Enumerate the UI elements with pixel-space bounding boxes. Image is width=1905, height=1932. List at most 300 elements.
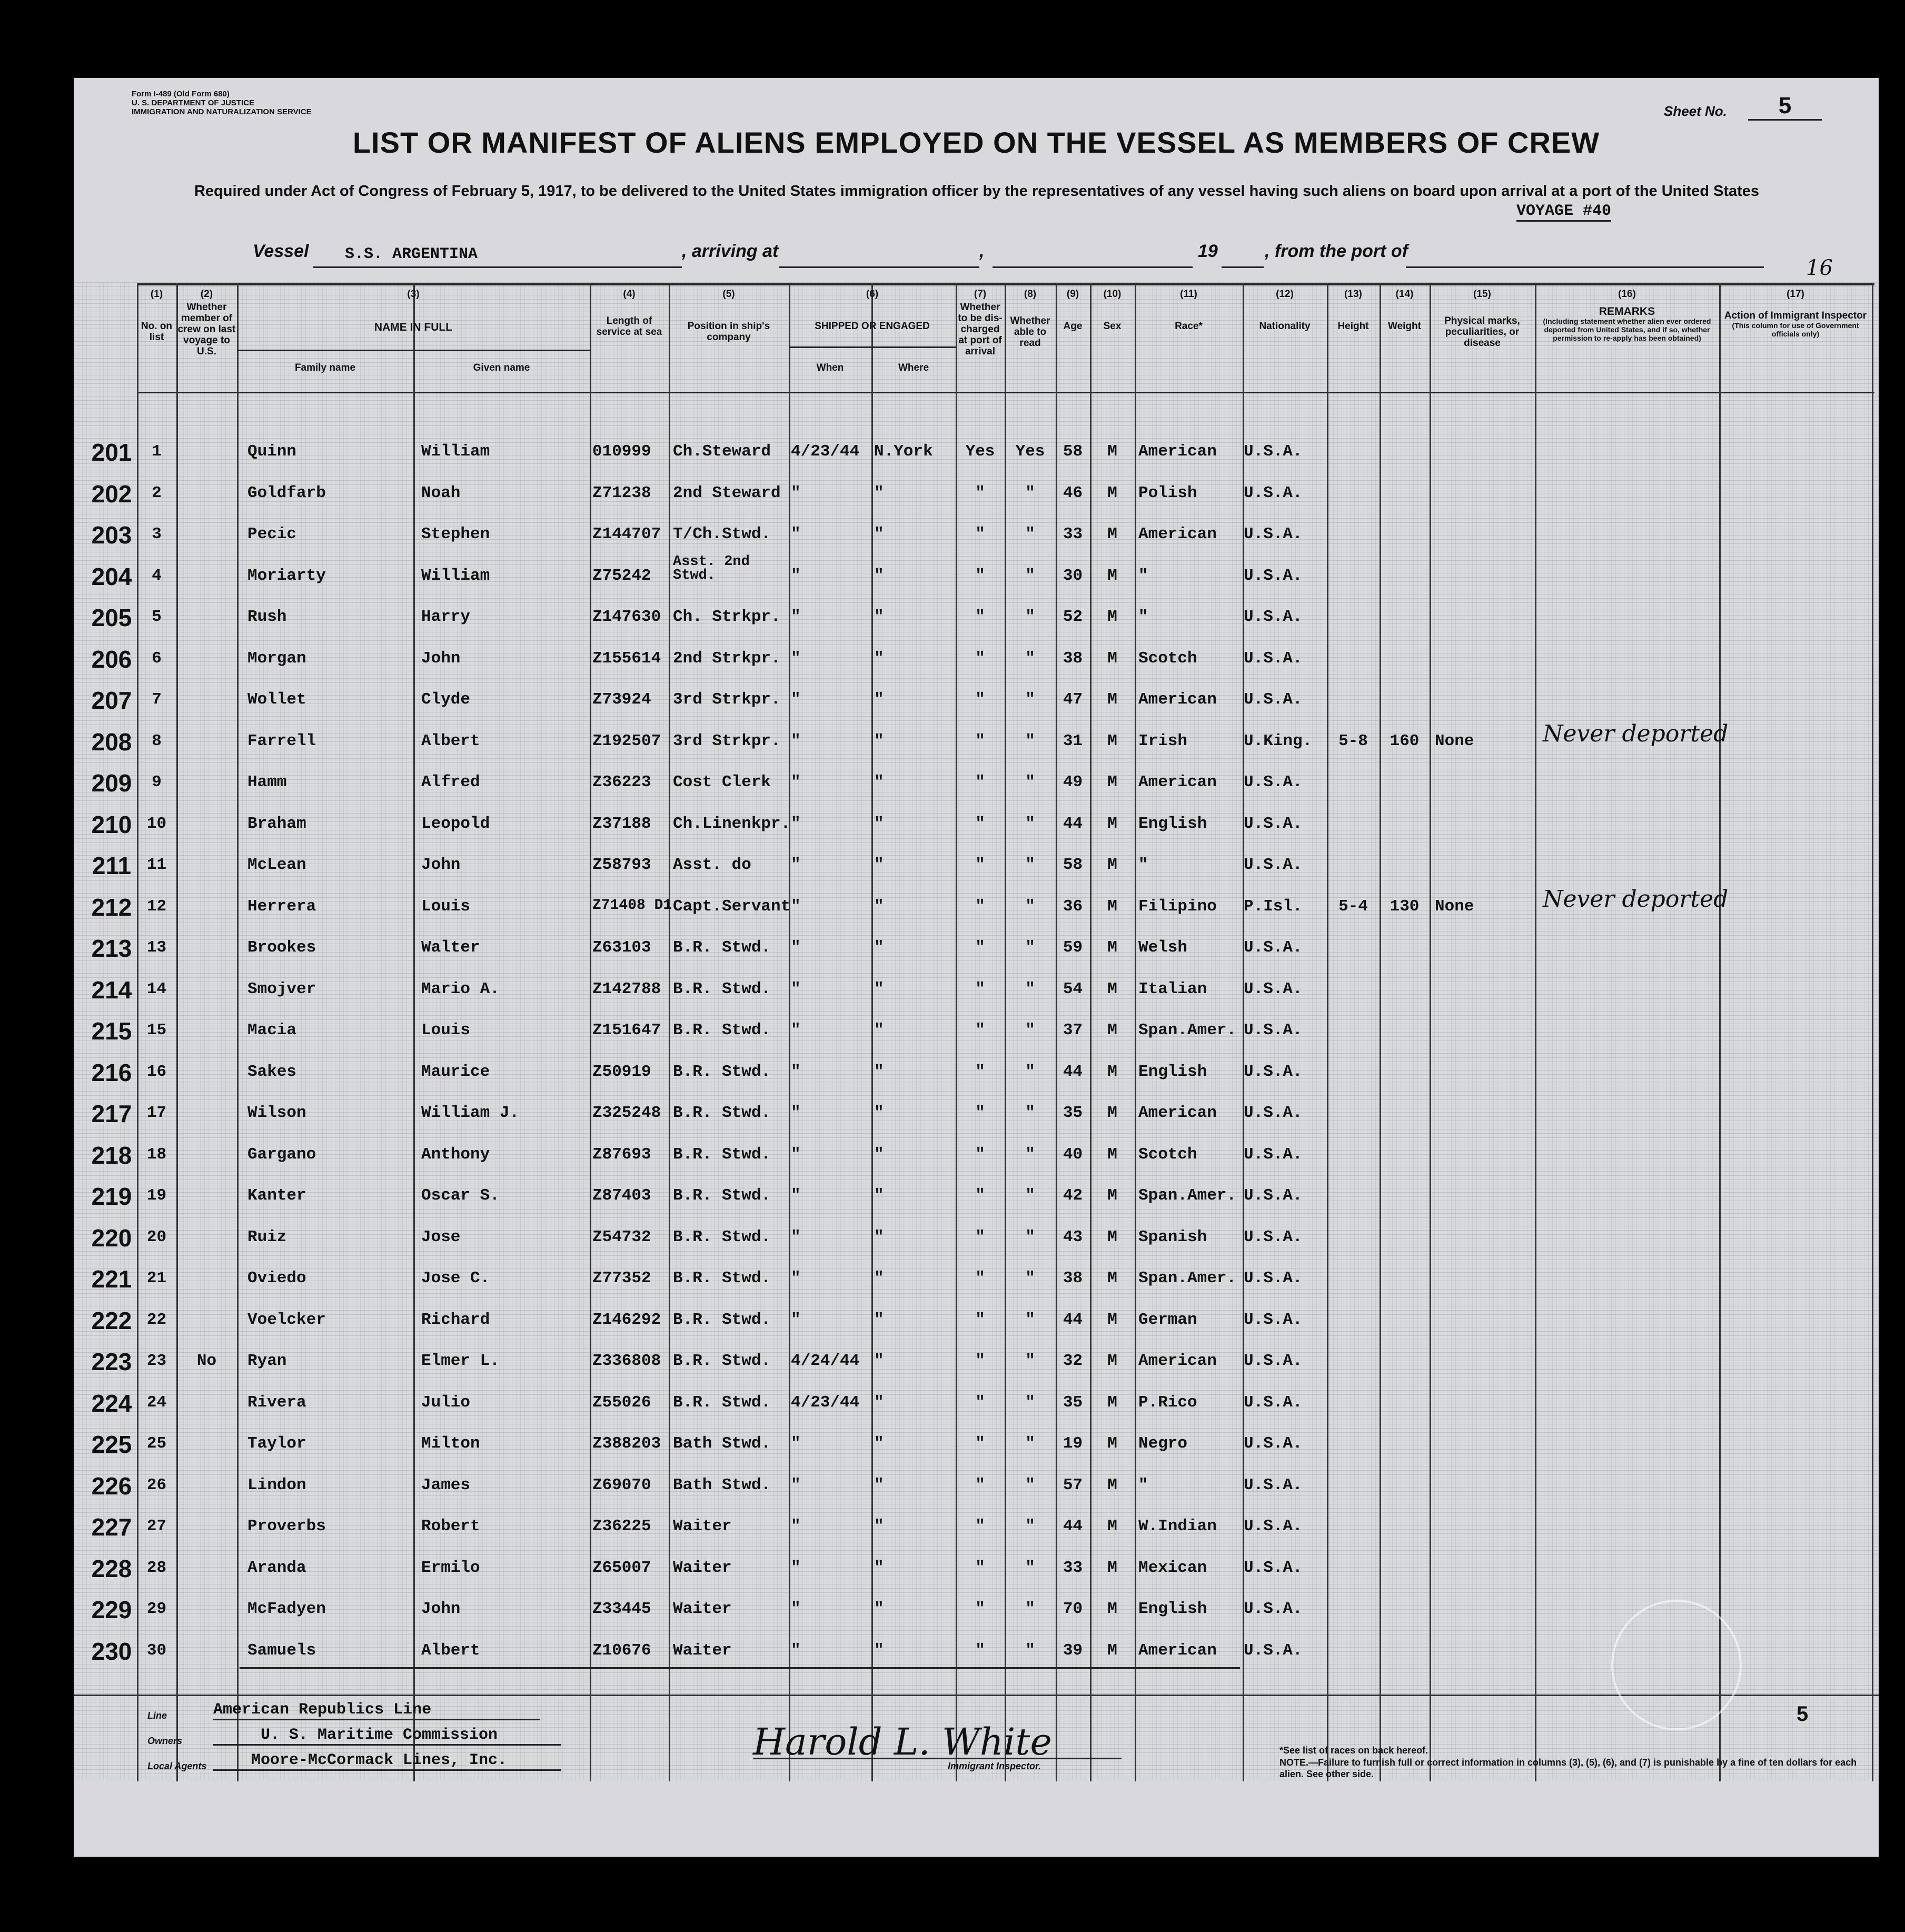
- table-row: [74, 684, 1879, 725]
- cell-given: Alfred: [421, 773, 480, 791]
- cell-given: Stephen: [421, 525, 490, 543]
- row-serial-number: 216: [91, 1058, 132, 1086]
- cell-when: ": [791, 1641, 801, 1660]
- cell-position: Capt.Servant: [673, 897, 791, 916]
- cell-marks: None: [1435, 897, 1474, 916]
- cell-age: 38: [1063, 1269, 1083, 1287]
- cell-given: Jose: [421, 1227, 461, 1246]
- cell-age: 44: [1063, 814, 1083, 833]
- cell-sex: M: [1107, 1434, 1117, 1453]
- col-age-header: (9) Age: [1063, 289, 1083, 332]
- owners-value: U. S. Maritime Commission: [213, 1726, 561, 1746]
- cell-family: Goldfarb: [247, 483, 326, 502]
- cell-race: Spanish: [1138, 1227, 1207, 1246]
- cell-disch: ": [975, 1269, 985, 1287]
- cell-position: B.R. Stwd.: [673, 1062, 771, 1081]
- cell-service: Z55026: [592, 1393, 651, 1412]
- cell-given: Elmer L.: [421, 1352, 500, 1370]
- service-name: IMMIGRATION AND NATURALIZATION SERVICE: [132, 107, 312, 116]
- col-race-header: (11) Race*: [1175, 289, 1203, 332]
- cell-service: Z87403: [592, 1186, 651, 1205]
- cell-age: 40: [1063, 1145, 1083, 1164]
- cell-read: ": [1025, 1104, 1035, 1122]
- cell-family: Ryan: [247, 1352, 287, 1370]
- cell-nat: U.S.A.: [1244, 690, 1303, 709]
- cell-read: ": [1025, 856, 1035, 874]
- cell-no: 16: [146, 1062, 167, 1081]
- cell-family: Herrera: [247, 897, 316, 916]
- sheet-number: 5: [1748, 93, 1822, 121]
- cell-race: Polish: [1138, 483, 1197, 502]
- manifest-sheet: Form I-489 (Old Form 680) U. S. DEPARTMENT OF JUSTICE IMMIGRATION AND NATURALIZATION SERVICE Sheet No. 5 LIST OR MANIFEST OF ALIENS EMPLOYED ON THE VESSEL AS MEMBERS OF CREW Required under Act of Congress of February 5, 1917, to be delivered to the United States immigration officer by the representatives of any vessel having such aliens on board upon arrival at a port of the United States VOYAGE #40 Vessel S.S. ARGENTINA , arriving at , 19 , from the port of 16 (1) No. on list (2) Whether member of crew on last voyage to U.S. (3) NAME IN FULL Family name Given name (4) Length of service at sea (5) Position in ship's company (6) SHIPPED OR ENGAGED When Where (7) Whether to be dis-charged at port of arrival (8) Whether able to read (9) Age (10) Sex (11) Race* (12) Nationality (13) Height (14) Weight (15) Physical marks, peculiarities, or disease (16) REMARKS (Including statement whether alien ever ordered deported from United States, and if so, whether permission to re-apply has been obtained) (17) Action of Immigrant Inspector (This column for use of Government officials only) 201 1 Quinn William 010999 Ch.Steward 4/23/44 N.York Yes Yes 58 M American U.S.A. 202 2 Goldfarb Noah Z71238 2nd Steward " " " " 46 M Polish U.S.A. 203 3 Pecic Stephen Z144707 T/Ch.Stwd. " " " " 33 M American U.S.A. 204 4 Moriarty William Z75242 Asst. 2nd Stwd. " " " " 30 M " U.S.A. 205 5 Rush Harry Z147630 Ch. Strkpr. " " " " 52 M " U.S.A. 206 6 Morgan John Z155614 2nd Strkpr. " " " " 38 M Scotch U.S.A. 207 7 Wollet Clyde Z73924 3rd Strkpr. " " " " 47 M American U.S.A. 208 8 Farrell Albert Z192507 3rd Strkpr. " " " " 31 M Irish U.King. 5-8 160 None Never deported 209 9 Hamm Alfred Z36223 Cost Clerk " " " " 49 M American U.S.A. 210 10 Braham Leopold Z37188 Ch.Linenkpr. " " " " 44 M English U.S.A. 211 11 McLean John Z58793 Asst. do " " " " 58 M " U.S.A. 212 12 Herrera Louis Z71408 D1 Capt.Servant " " " " 36 M Filipino P.Isl. 5-4 130 None Never deported 213 13 Brookes Walter Z63103 B.R. Stwd. " " " " 59 M Welsh U.S.A. 214 14 Smojver Mario A. Z142788 B.R. Stwd. " " " " 54 M Italian U.S.A. 215 15 Macia Louis Z151647 B.R. Stwd. " " " " 37 M Span.Amer. U.S.A. 216 16 Sakes Maurice Z50919 B.R. Stwd. " " " " 44 M English U.S.A. 217 17 Wilson William J. Z325248 B.R. Stwd. " " " " 35 M American U.S.A. 218 18 Gargano Anthony Z87693 B.R. Stwd. " " " " 40 M Scotch U.S.A. 219 19 Kanter Oscar S. Z87403 B.R. Stwd. " " " " 42 M Span.Amer. U.S.A. 220 20 Ruiz Jose Z54732 B.R. Stwd. " " " " 43 M Spanish U.S.A. 221 21 Oviedo Jose C. Z77352 B.R. Stwd. " " " " 38 M Span.Amer. U.S.A. 222 22 Voelcker Richard Z146292 B.R. Stwd. " " " " 44 M German U.S.A. 223 23 No Ryan Elmer L. Z336808 B.R. Stwd. 4/24/44 " " " 32 M American U.S.A. 224 24 Rivera Julio Z55026 B.R. Stwd. 4/23/44 " " " 35 M P.Rico U.S.A. 225 25 Taylor Milton Z388203 Bath Stwd. " " " " 19 M Negro U.S.A. 226 26 Lindon James Z69070 Bath Stwd. " " " " 57 M " U.S.A. 227 27 Proverbs Robert Z36225 Waiter " " " " 44 M W.Indian U.S.A. 228 28 Aranda Ermilo Z65007 Waiter " " " " 33 M Mexican U.S.A. 229 29 McFadyen John Z33445 Waiter " " " " 70 M English U.S.A. 230 30 Samuels Albert Z10676 Waiter " " " " 39 M American U.S.A. Line American Republics Line Owners U. S. Maritime Commission Local Agents Moore-McCormack Lines, Inc. Harold L. White Immigrant Inspector. *See list of races on back hereof. NOTE.—Failure to furnish full or correct information in columns (3), (5), (6), and (7) is punishable by a fine of ten dollars for each alien. See other side. 5: [74, 78, 1879, 1857]
- cell-nat: U.S.A.: [1244, 1475, 1303, 1494]
- cell-sex: M: [1107, 566, 1117, 585]
- cell-family: Voelcker: [247, 1310, 326, 1329]
- cell-service: Z10676: [592, 1641, 651, 1660]
- margin-mark: 16: [1806, 256, 1833, 280]
- cell-no: 26: [146, 1475, 167, 1494]
- cell-service: Z77352: [592, 1269, 651, 1287]
- cell-when: ": [791, 979, 801, 998]
- cell-nat: U.S.A.: [1244, 649, 1303, 668]
- cell-family: McFadyen: [247, 1600, 326, 1618]
- cell-height: 5-4: [1338, 897, 1368, 916]
- cell-nat: U.King.: [1244, 731, 1313, 750]
- table-row: [74, 601, 1879, 642]
- cell-where: ": [874, 566, 884, 585]
- cell-position: B.R. Stwd.: [673, 1352, 771, 1370]
- cell-no: 25: [146, 1434, 167, 1453]
- cell-no: 10: [146, 814, 167, 833]
- cell-when: ": [791, 649, 801, 668]
- table-row: [74, 1097, 1879, 1138]
- cell-family: Taylor: [247, 1434, 306, 1453]
- cell-sex: M: [1107, 1558, 1117, 1577]
- page-title: LIST OR MANIFEST OF ALIENS EMPLOYED ON THE VESSEL AS MEMBERS OF CREW: [352, 126, 1600, 159]
- cell-given: Anthony: [421, 1145, 490, 1164]
- cell-service: 010999: [592, 442, 651, 461]
- row-serial-number: 218: [91, 1141, 132, 1169]
- cell-read: ": [1025, 897, 1035, 916]
- cell-given: William J.: [421, 1104, 520, 1122]
- cell-family: Hamm: [247, 773, 287, 791]
- row-serial-number: 227: [91, 1513, 132, 1541]
- year-field: [1222, 245, 1264, 268]
- cell-no: 7: [152, 690, 162, 709]
- cell-given: William: [421, 566, 490, 585]
- table-row: [74, 436, 1879, 477]
- cell-family: Smojver: [247, 979, 316, 998]
- cell-disch: ": [975, 1227, 985, 1246]
- cell-family: Quinn: [247, 442, 297, 461]
- cell-where: ": [874, 1517, 884, 1535]
- cell-when: ": [791, 897, 801, 916]
- cell-sex: M: [1107, 1062, 1117, 1081]
- cell-where: ": [874, 649, 884, 668]
- vessel-name: S.S. ARGENTINA: [345, 245, 478, 263]
- cell-no: 14: [146, 979, 167, 998]
- cell-position: T/Ch.Stwd.: [673, 525, 771, 543]
- cell-given: Louis: [421, 897, 471, 916]
- form-number: Form I-489 (Old Form 680): [132, 90, 230, 98]
- cell-disch: ": [975, 1600, 985, 1618]
- cell-service: Z71408 D1: [592, 897, 672, 914]
- cell-no: 22: [146, 1310, 167, 1329]
- col-when-header: When: [816, 362, 844, 373]
- col-position-header: (5) Position in ship's company: [687, 289, 770, 343]
- cell-sex: M: [1107, 1310, 1117, 1329]
- cell-service: Z75242: [592, 566, 651, 585]
- row-serial-number: 202: [91, 480, 132, 508]
- cell-service: Z155614: [592, 649, 661, 668]
- cell-disch: ": [975, 1475, 985, 1494]
- table-row: [74, 767, 1879, 808]
- cell-nat: U.S.A.: [1244, 483, 1303, 502]
- cell-age: 32: [1063, 1352, 1083, 1370]
- cell-read: ": [1025, 1310, 1035, 1329]
- table-row: [74, 932, 1879, 973]
- cell-read: ": [1025, 1434, 1035, 1453]
- cell-service: Z142788: [592, 979, 661, 998]
- cell-height: 5-8: [1338, 731, 1368, 750]
- cell-position: Cost Clerk: [673, 773, 771, 791]
- cell-disch: ": [975, 731, 985, 750]
- cell-age: 36: [1063, 897, 1083, 916]
- cell-when: 4/23/44: [791, 442, 860, 461]
- cell-race: Italian: [1138, 979, 1207, 998]
- cell-position: Bath Stwd.: [673, 1475, 771, 1494]
- cell-when: ": [791, 1021, 801, 1039]
- cell-remarks: Never deported: [1543, 885, 1729, 913]
- cell-race: American: [1138, 773, 1217, 791]
- cell-service: Z325248: [592, 1104, 661, 1122]
- cell-position: Waiter: [673, 1600, 732, 1618]
- vessel-field: [313, 245, 682, 268]
- cell-nat: U.S.A.: [1244, 1352, 1303, 1370]
- cell-no: 15: [146, 1021, 167, 1039]
- cell-no: 3: [152, 525, 162, 543]
- cell-read: ": [1025, 1558, 1035, 1577]
- cell-service: Z73924: [592, 690, 651, 709]
- cell-read: ": [1025, 1641, 1035, 1660]
- cell-disch: ": [975, 1352, 985, 1370]
- year-label: 19: [1198, 241, 1218, 261]
- cell-race: American: [1138, 442, 1217, 461]
- cell-given: Mario A.: [421, 979, 500, 998]
- cell-nat: U.S.A.: [1244, 1310, 1303, 1329]
- cell-sex: M: [1107, 897, 1117, 916]
- cell-given: Albert: [421, 731, 480, 750]
- penalty-note: NOTE.—Failure to furnish full or correct information in columns (3), (5), (6), and (7) is punishable by a fine of ten dollars for each alien. See other side.: [1279, 1757, 1857, 1779]
- cell-read: ": [1025, 690, 1035, 709]
- cell-no: 6: [152, 649, 162, 668]
- cell-where: ": [874, 856, 884, 874]
- from-port-field: [1406, 245, 1764, 268]
- cell-no: 2: [152, 483, 162, 502]
- page-subtitle: Required under Act of Congress of February 5, 1917, to be delivered to the United States immigration officer by the representatives of any vessel having such aliens on board upon arrival at a port of the United States: [194, 183, 1760, 200]
- cell-weight: 130: [1390, 897, 1420, 916]
- cell-race: American: [1138, 1352, 1217, 1370]
- cell-no: 23: [146, 1352, 167, 1370]
- cell-given: Jose C.: [421, 1269, 490, 1287]
- cell-read: ": [1025, 1186, 1035, 1205]
- cell-age: 46: [1063, 483, 1083, 502]
- cell-no: 29: [146, 1600, 167, 1618]
- cell-disch: ": [975, 1641, 985, 1660]
- cell-where: ": [874, 608, 884, 626]
- cell-last: No: [196, 1352, 217, 1370]
- cell-when: ": [791, 1434, 801, 1453]
- row-serial-number: 224: [91, 1389, 132, 1417]
- cell-service: Z69070: [592, 1475, 651, 1494]
- cell-where: ": [874, 1475, 884, 1494]
- table-row: [74, 1387, 1879, 1428]
- cell-given: Oscar S.: [421, 1186, 500, 1205]
- form-header: [132, 90, 312, 116]
- cell-position: B.R. Stwd.: [673, 1310, 771, 1329]
- cell-nat: U.S.A.: [1244, 938, 1303, 957]
- cell-position: Waiter: [673, 1558, 732, 1577]
- row-serial-number: 205: [91, 604, 132, 631]
- cell-age: 49: [1063, 773, 1083, 791]
- cell-sex: M: [1107, 649, 1117, 668]
- agents-value: Moore-McCormack Lines, Inc.: [213, 1751, 561, 1771]
- cell-race: W.Indian: [1138, 1517, 1217, 1535]
- cell-family: Gargano: [247, 1145, 316, 1164]
- cell-given: Leopold: [421, 814, 490, 833]
- cell-sex: M: [1107, 938, 1117, 957]
- cell-age: 37: [1063, 1021, 1083, 1039]
- cell-family: Oviedo: [247, 1269, 306, 1287]
- cell-read: ": [1025, 1517, 1035, 1535]
- vessel-label: Vessel: [253, 241, 309, 261]
- page-mark: 5: [1797, 1702, 1809, 1726]
- cell-age: 39: [1063, 1641, 1083, 1660]
- col-height-header: (13) Height: [1337, 289, 1369, 332]
- cell-age: 58: [1063, 856, 1083, 874]
- cell-disch: ": [975, 938, 985, 957]
- cell-position: 2nd Steward: [673, 483, 781, 502]
- cell-given: Milton: [421, 1434, 480, 1453]
- cell-nat: U.S.A.: [1244, 1062, 1303, 1081]
- line-value: American Republics Line: [213, 1701, 540, 1720]
- cell-when: ": [791, 690, 801, 709]
- row-serial-number: 206: [91, 645, 132, 673]
- cell-given: Harry: [421, 608, 471, 626]
- cell-read: ": [1025, 1021, 1035, 1039]
- cell-when: ": [791, 1310, 801, 1329]
- row-serial-number: 220: [91, 1224, 132, 1252]
- cell-sex: M: [1107, 1600, 1117, 1618]
- cell-read: ": [1025, 649, 1035, 668]
- cell-nat: U.S.A.: [1244, 525, 1303, 543]
- cell-nat: U.S.A.: [1244, 979, 1303, 998]
- col-remarks-header: (16) REMARKS (Including statement whether alien ever ordered deported from United States, and if so, whether permission to re-apply has been obtained): [1543, 289, 1711, 342]
- cell-nat: U.S.A.: [1244, 773, 1303, 791]
- cell-nat: U.S.A.: [1244, 1145, 1303, 1164]
- cell-position: Asst. 2nd Stwd.: [673, 553, 750, 583]
- cell-nat: U.S.A.: [1244, 1227, 1303, 1246]
- cell-race: Negro: [1138, 1434, 1188, 1453]
- cell-marks: None: [1435, 731, 1474, 750]
- cell-family: McLean: [247, 856, 306, 874]
- cell-when: ": [791, 1269, 801, 1287]
- table-row: [74, 808, 1879, 849]
- cell-no: 17: [146, 1104, 167, 1122]
- table-row: [74, 885, 1879, 932]
- cell-nat: U.S.A.: [1244, 856, 1303, 874]
- cell-sex: M: [1107, 1021, 1117, 1039]
- cell-sex: M: [1107, 979, 1117, 998]
- line-label: Line: [147, 1710, 167, 1721]
- cell-age: 42: [1063, 1186, 1083, 1205]
- table-row: [74, 720, 1879, 767]
- cell-when: 4/23/44: [791, 1393, 860, 1412]
- cell-read: ": [1025, 773, 1035, 791]
- cell-family: Lindon: [247, 1475, 306, 1494]
- cell-age: 70: [1063, 1600, 1083, 1618]
- cell-age: 31: [1063, 731, 1083, 750]
- cell-nat: U.S.A.: [1244, 1558, 1303, 1577]
- cell-no: 19: [146, 1186, 167, 1205]
- cell-when: ": [791, 525, 801, 543]
- cell-when: ": [791, 1558, 801, 1577]
- cell-given: James: [421, 1475, 471, 1494]
- cell-when: ": [791, 1517, 801, 1535]
- inspector-signature: Harold L. White: [753, 1726, 1122, 1759]
- row-serial-number: 209: [91, 769, 132, 797]
- cell-when: ": [791, 1145, 801, 1164]
- col-sex-header: (10) Sex: [1103, 289, 1122, 332]
- table-row: [74, 1511, 1879, 1552]
- row-serial-number: 207: [91, 687, 132, 714]
- row-serial-number: 201: [91, 439, 132, 466]
- cell-race: Mexican: [1138, 1558, 1207, 1577]
- cell-where: ": [874, 1186, 884, 1205]
- table-row: [74, 1222, 1879, 1263]
- cell-nat: U.S.A.: [1244, 1393, 1303, 1412]
- row-serial-number: 211: [92, 852, 132, 879]
- cell-where: ": [874, 1352, 884, 1370]
- cell-where: ": [874, 1600, 884, 1618]
- cell-age: 43: [1063, 1227, 1083, 1246]
- cell-age: 58: [1063, 442, 1083, 461]
- cell-when: ": [791, 1227, 801, 1246]
- cell-read: ": [1025, 1062, 1035, 1081]
- cell-service: Z192507: [592, 731, 661, 750]
- cell-when: ": [791, 608, 801, 626]
- cell-read: ": [1025, 566, 1035, 585]
- col-given-name-header: Given name: [473, 362, 530, 373]
- official-stamp: [1611, 1600, 1742, 1730]
- cell-sex: M: [1107, 1475, 1117, 1494]
- cell-family: Wilson: [247, 1104, 306, 1122]
- cell-age: 19: [1063, 1434, 1083, 1453]
- cell-remarks: Never deported: [1543, 720, 1729, 747]
- cell-race: Filipino: [1138, 897, 1217, 916]
- cell-given: Clyde: [421, 690, 471, 709]
- cell-nat: P.Isl.: [1244, 897, 1303, 916]
- table-row: [74, 478, 1879, 519]
- cell-position: Asst. do: [673, 856, 751, 874]
- cell-when: ": [791, 1062, 801, 1081]
- cell-no: 27: [146, 1517, 167, 1535]
- cell-disch: ": [975, 1062, 985, 1081]
- cell-race: American: [1138, 690, 1217, 709]
- table-row: [74, 1635, 1879, 1676]
- arriving-field: [779, 245, 979, 268]
- row-serial-number: 217: [91, 1100, 132, 1127]
- cell-family: Moriarty: [247, 566, 326, 585]
- cell-position: B.R. Stwd.: [673, 1186, 771, 1205]
- cell-race: Span.Amer.: [1138, 1021, 1237, 1039]
- cell-position: Ch.Steward: [673, 442, 771, 461]
- cell-disch: ": [975, 1310, 985, 1329]
- cell-age: 59: [1063, 938, 1083, 957]
- inspector-label: Immigrant Inspector.: [948, 1761, 1041, 1771]
- cell-family: Kanter: [247, 1186, 306, 1205]
- arriving-label: , arriving at: [682, 241, 779, 261]
- cell-weight: 160: [1390, 731, 1420, 750]
- row-serial-number: 210: [91, 810, 132, 838]
- cell-given: Louis: [421, 1021, 471, 1039]
- cell-family: Aranda: [247, 1558, 306, 1577]
- cell-read: ": [1025, 1227, 1035, 1246]
- cell-nat: U.S.A.: [1244, 1434, 1303, 1453]
- cell-disch: Yes: [965, 442, 995, 461]
- cell-where: ": [874, 897, 884, 916]
- cell-position: Ch. Strkpr.: [673, 608, 781, 626]
- cell-service: Z147630: [592, 608, 661, 626]
- cell-sex: M: [1107, 690, 1117, 709]
- owners-label: Owners: [147, 1736, 183, 1746]
- cell-given: Robert: [421, 1517, 480, 1535]
- cell-race: Welsh: [1138, 938, 1188, 957]
- col-service-header: (4) Length of service at sea: [596, 289, 662, 338]
- cell-sex: M: [1107, 608, 1117, 626]
- cell-family: Rush: [247, 608, 287, 626]
- cell-race: English: [1138, 1600, 1207, 1618]
- cell-family: Farrell: [247, 731, 316, 750]
- cell-no: 9: [152, 773, 162, 791]
- cell-disch: ": [975, 525, 985, 543]
- cell-position: Waiter: [673, 1641, 732, 1660]
- col-weight-header: (14) Weight: [1388, 289, 1421, 332]
- table-row: [74, 1015, 1879, 1056]
- cell-service: Z36225: [592, 1517, 651, 1535]
- cell-disch: ": [975, 1434, 985, 1453]
- cell-disch: ": [975, 1517, 985, 1535]
- cell-disch: ": [975, 979, 985, 998]
- table-row: [74, 1180, 1879, 1221]
- cell-given: John: [421, 1600, 461, 1618]
- cell-no: 8: [152, 731, 162, 750]
- cell-sex: M: [1107, 442, 1117, 461]
- cell-position: Waiter: [673, 1517, 732, 1535]
- cell-given: John: [421, 649, 461, 668]
- cell-sex: M: [1107, 1145, 1117, 1164]
- cell-family: Samuels: [247, 1641, 316, 1660]
- cell-age: 57: [1063, 1475, 1083, 1494]
- cell-age: 47: [1063, 690, 1083, 709]
- cell-when: ": [791, 1186, 801, 1205]
- cell-disch: ": [975, 649, 985, 668]
- cell-service: Z37188: [592, 814, 651, 833]
- cell-disch: ": [975, 814, 985, 833]
- cell-where: ": [874, 773, 884, 791]
- cell-disch: ": [975, 1104, 985, 1122]
- cell-sex: M: [1107, 1517, 1117, 1535]
